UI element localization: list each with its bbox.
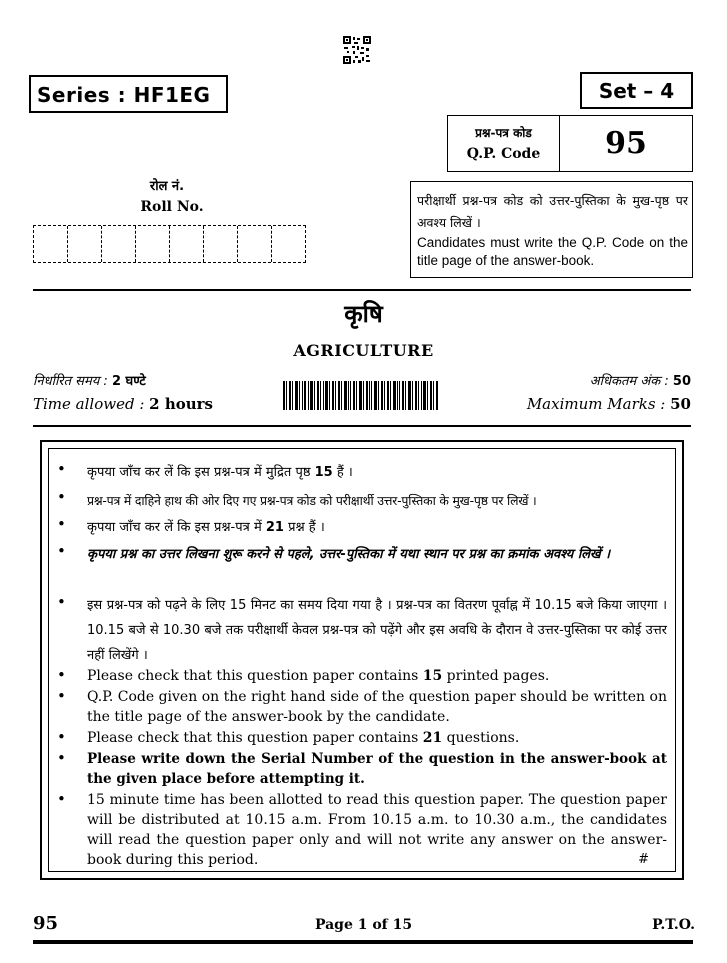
instruction-item: [57, 790, 667, 870]
barcode-icon: [283, 381, 438, 410]
footer-qp-code: 95: [33, 913, 59, 934]
instruction-text: प्रश्न-पत्र में दाहिने हाथ की ओर दिए गए प्रश्न-पत्र कोड को परीक्षार्थी उत्तर-पुस्तिका के मुख-पृष्ठ पर लिखें ।: [87, 493, 537, 508]
instruction-value: 15: [422, 668, 443, 684]
marks-label-hindi: अधिकतम अंक :: [589, 374, 669, 389]
qp-code-value: 95: [605, 126, 647, 161]
page-number: Page 1 of 15: [314, 917, 413, 933]
instruction-text: Please check that this question paper contains: [87, 730, 423, 746]
bullet-icon: •: [57, 542, 66, 560]
instruction-text: Please write down the Serial Number of the question in the answer-book at the given place before attempting it.: [87, 751, 667, 787]
subject-title-hindi: कृषि: [344, 300, 383, 328]
max-marks-english: [527, 395, 691, 413]
instruction-text: printed pages.: [442, 668, 550, 684]
instruction-text: कृपया जाँच कर लें कि इस प्रश्न-पत्र में: [87, 520, 266, 535]
instruction-text: कृपया प्रश्न का उत्तर लिखना शुरू करने से पहले, उत्तर-पुस्तिका में यथा स्थान पर प्रश्न का क्रमांक अवश्य लिखें ।: [87, 547, 611, 562]
footer-rule: [33, 940, 693, 944]
qp-code-box: [447, 115, 693, 172]
roll-digit-box[interactable]: [204, 226, 238, 262]
qp-code-label-english: Q.P. Code: [466, 146, 541, 162]
instruction-text: questions.: [442, 730, 520, 746]
divider: [33, 289, 691, 291]
marks-value-english: 50: [670, 395, 691, 413]
roll-label-hindi: रोल नं.: [149, 179, 185, 194]
instruction-item: [57, 542, 667, 567]
series-label: Series : HF1EG: [37, 83, 211, 107]
instruction-item: [57, 460, 667, 485]
instruction-value: 21: [265, 520, 284, 535]
instruction-item: [57, 687, 667, 727]
candidate-note-hindi: परीक्षार्थी प्रश्न-पत्र कोड को उत्तर-पुस्तिका के मुख-पृष्ठ पर अवश्य लिखें ।: [417, 193, 688, 230]
time-label-english: Time allowed :: [33, 395, 145, 413]
general-instructions-box: [40, 440, 684, 880]
roll-digit-box[interactable]: [170, 226, 204, 262]
marks-label-english: Maximum Marks :: [526, 395, 666, 413]
time-value-hindi: 2 घण्टे: [111, 374, 146, 389]
candidate-note-english: Candidates must write the Q.P. Code on the title page of the answer-book.: [417, 235, 688, 268]
bullet-icon: •: [57, 728, 66, 746]
instruction-value: 15: [314, 465, 333, 480]
marks-value-hindi: 50: [672, 374, 691, 389]
instruction-text: 15 minute time has been allotted to read this question paper. The question paper will be distributed at 10.15 a.m. From 10.15 a.m. to 10.30 a.m., the candidates will read the question paper only and will not write any answer on the answer-book during this period.: [87, 792, 667, 868]
bullet-icon: •: [57, 749, 66, 767]
qp-code-label-hindi: प्रश्न-पत्र कोड: [475, 126, 532, 140]
roll-number-boxes[interactable]: [33, 225, 306, 263]
roll-digit-box[interactable]: [34, 226, 68, 262]
instruction-text: हैं ।: [332, 465, 353, 480]
roll-label-english: Roll No.: [140, 199, 204, 215]
instruction-value: 21: [422, 730, 443, 746]
instruction-item: [57, 593, 667, 668]
roll-digit-box[interactable]: [136, 226, 170, 262]
time-value-english: 2 hours: [149, 395, 213, 413]
time-allowed-english: [33, 395, 213, 413]
instruction-text: इस प्रश्न-पत्र को पढ़ने के लिए 15 मिनट का समय दिया गया है । प्रश्न-पत्र का वितरण पूर्वाह्न में 10.15 बजे किया जाएगा । 10.15 बजे से 10.30 बजे तक परीक्षार्थी केवल प्रश्न-पत्र को पढ़ेंगे और इस अवधि के दौरान वे उत्तर-पुस्तिका पर कोई उत्तर नहीं लिखेंगे ।: [87, 598, 667, 663]
instruction-text: Please check that this question paper contains: [87, 668, 423, 684]
pto-label: P.T.O.: [652, 917, 695, 933]
instruction-text: प्रश्न हैं ।: [283, 520, 325, 535]
bullet-icon: •: [57, 488, 66, 506]
roll-digit-box[interactable]: [272, 226, 305, 262]
bullet-icon: •: [57, 790, 66, 808]
instruction-item: [57, 515, 667, 540]
set-label: Set – 4: [598, 79, 675, 103]
bullet-icon: •: [57, 515, 66, 533]
instruction-text: Q.P. Code given on the right hand side of the question paper should be written on the title page of the answer-book by the candidate.: [87, 689, 667, 725]
qr-code-icon: [343, 36, 371, 64]
bullet-icon: •: [57, 593, 66, 611]
subject-title-english: AGRICULTURE: [293, 341, 434, 360]
hash-mark: #: [638, 852, 649, 867]
instruction-item: [57, 666, 667, 686]
roll-digit-box[interactable]: [68, 226, 102, 262]
bullet-icon: •: [57, 687, 66, 705]
time-allowed-hindi: [33, 371, 146, 389]
instruction-item: [57, 488, 667, 513]
divider: [33, 425, 691, 427]
series-box: [29, 75, 228, 113]
set-box: [580, 72, 693, 109]
instruction-item: [57, 749, 667, 789]
bullet-icon: •: [57, 666, 66, 684]
roll-digit-box[interactable]: [102, 226, 136, 262]
qp-code-labels: [448, 116, 560, 171]
general-instructions-inner: [48, 448, 676, 872]
candidate-note-box: [410, 181, 693, 278]
max-marks-hindi: [590, 371, 691, 389]
instruction-item: [57, 728, 667, 748]
instruction-text: कृपया जाँच कर लें कि इस प्रश्न-पत्र में मुद्रित पृष्ठ: [87, 465, 315, 480]
time-label-hindi: निर्धारित समय :: [33, 374, 108, 389]
roll-digit-box[interactable]: [238, 226, 272, 262]
bullet-icon: •: [57, 460, 66, 478]
